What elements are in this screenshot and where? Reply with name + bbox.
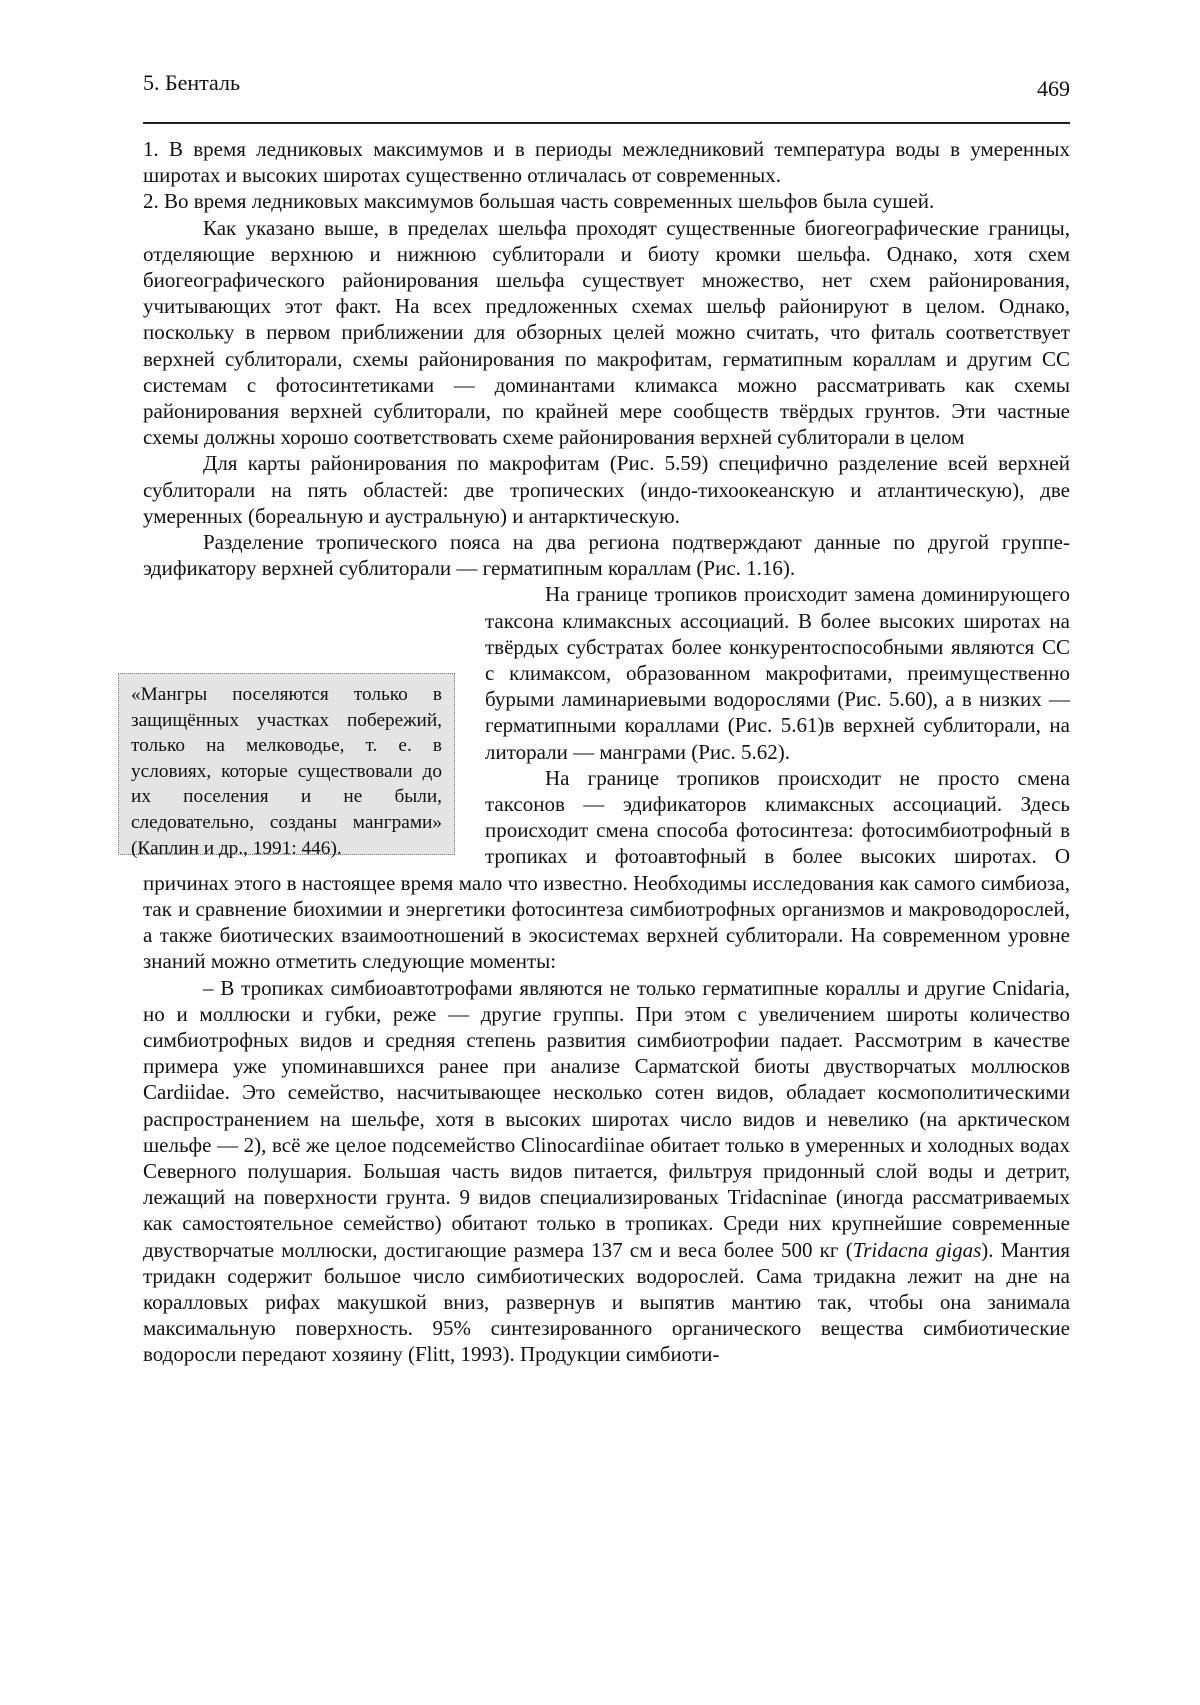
- page-number: 469: [1037, 76, 1070, 101]
- species-name: Tridacna gigas: [852, 1237, 982, 1262]
- paragraph: 2. Во время ледниковых максимумов большая часть современных шельфов была сушей.: [143, 189, 935, 214]
- page-header: [143, 62, 1070, 124]
- running-head: 5. Бенталь: [143, 70, 241, 95]
- paragraph: На границе тропиков происходит не просто смена таксонов — эдификаторов климаксных ассоциаций. Здесь происходит смена способа фотосинтеза: фотосимбиотрофный в тропиках и фотоавтофный в более высоких широтах. О причинах этого в настоящее время мало что известно. Необходимы исследования как самого симбиоза, так и сравнение биохимии и энергетики фотосинтеза симбиотрофных организмов и макроводорослей, а также биотических взаимоотношений в экосистемах верхней сублиторали. На современном уровне знаний можно отметить следующие моменты:: [143, 765, 1070, 974]
- paragraph-text: ). Мантия тридакн содержит большое число симбиотических водорослей. Сама тридакна лежит на дне на коралловых рифах макушкой вниз, развернув и выпятив мантию так, чтобы она занимала максимальную поверхность. 95% синтезированного органического вещества симбиотические водоросли передают хозяину (Flitt, 1993). Продукции симбиоти-: [143, 1237, 1070, 1367]
- paragraph: Для карты районирования по макрофитам (Рис. 5.59) специфично разделение всей верхней сублиторали на пять областей: две тропических (индо-тихоокеанскую и атлантическую), две умеренных (бореальную и аустральную) и антарктическую.: [143, 451, 1070, 528]
- paragraph: Разделение тропического пояса на два региона подтверждают данные по другой группе-эдификатору верхней сублиторали — герматипным кораллам (Рис. 1.16).: [143, 530, 1070, 581]
- paragraph: [143, 975, 1070, 1368]
- paragraph: Как указано выше, в пределах шельфа проходят существенные биогеографические границы, отделяющие верхнюю и нижнюю сублиторали и биоту кромки шельфа. Однако, хотя схем биогеографического районирования шельфа существует множество, нет схем районирования, учитывающих этот факт. На всех предложенных схемах шельф районируют в целом. Однако, поскольку в первом приближении для обзорных целей можно считать, что фиталь соответствует верхней сублиторали, схемы районирования по макрофитам, герматипным кораллам и другим СС системам с фотосинтетиками — доминантами климакса можно рассматривать как схемы районирования верхней сублиторали, по крайней мере сообществ твёрдых грунтов. Эти частные схемы должны хорошо соответствовать схеме районирования верхней сублиторали в целом: [143, 215, 1070, 450]
- paragraph-text: – В тропиках симбиоавтотрофами являются не только герматипные кораллы и другие Cnidaria, но и моллюски и губки, реже — другие группы. При этом с увеличением широты количество симбиотрофных видов и средняя степень развития симбиотрофии падает. Рассмотрим в качестве примера уже упоминавшихся ранее при анализе Сарматской биоты двустворчатых моллюсков Cardiidae. Это семейство, насчитывающее несколько сотен видов, обладает космополитическими распространением на шельфе, хотя в высоких широтах число видов и невелико (на арктическом шельфе — 2), всё же целое подсемейство Clinocardiinae обитает только в умеренных и холодных водах Северного полушария. Большая часть видов питается, фильтруя придонный слой воды и детрит, лежащий на поверхности грунта. 9 видов специализированых Tridacninae (иногда рассматриваемых как самостоятельное семейство) обитают только в тропиках. Среди них крупнейшие современные двустворчатые моллюски, достигающие размера 137 см и веса более 500 кг (: [143, 975, 1070, 1262]
- paragraph-text: На границе тропиков происходит замена доминирующего таксона климаксных ассоциаций. В более высоких широтах на твёрдых субстратах более конкурентоспособными являются СС с климаксом, образованном макрофитами, преимущественно бурыми ламинариевыми водорослями (Рис. 5.60), а в низких — герматипными кораллами (Рис. 5.61)в верхней сублиторали, на литорали — манграми (Рис. 5.62).: [485, 582, 1070, 764]
- sidebar-quote: «Мангры поселяются только в защищённых участках побережий, только на мелководье, т. е. в условиях, которые существовали до их поселения и не были, следовательно, созданы манграми» (Каплин и др., 1991: 446).: [118, 673, 455, 855]
- paragraph: 1. В время ледниковых максимумов и в периоды межледниковий температура воды в умеренных широтах и высоких широтах существенно отличалась от современных.: [143, 137, 1070, 188]
- body-text: [131, 136, 1070, 1368]
